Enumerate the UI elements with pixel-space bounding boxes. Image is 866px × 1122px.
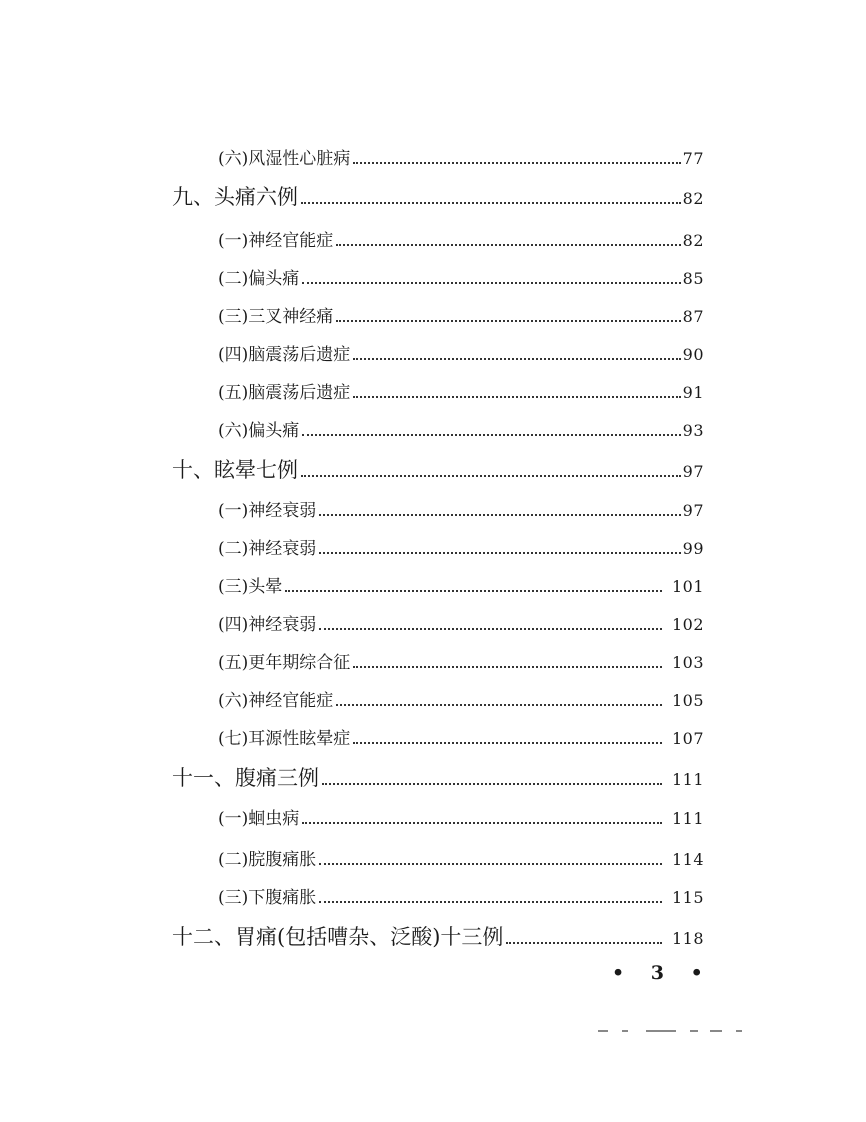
toc-entry [218,302,704,327]
dot-leader [336,704,662,706]
dot-leader [506,942,662,944]
scan-speck [598,1030,608,1032]
toc-entry-label: (三)头晕 [218,577,283,597]
dot-leader [319,901,662,903]
toc-entry-page: 82 [682,231,704,250]
dot-leader [301,475,681,477]
dot-leader [302,822,662,824]
toc-entry [218,804,704,829]
scan-speck [736,1030,742,1032]
toc-entry [218,378,704,403]
toc-entry-page: 115 [671,888,704,907]
toc-entry-label: (三)下腹痛胀 [218,888,317,908]
toc-entry-page: 105 [671,691,704,710]
toc-entry-label: (六)风湿性心脏病 [218,149,351,169]
toc-entry-page: 118 [671,929,704,948]
dot-leader [302,434,680,436]
toc-entry-page: 85 [682,269,704,288]
page-number: • 3 • [612,962,713,984]
toc-entry-label: (一)神经衰弱 [218,501,317,521]
toc-entry [218,610,704,635]
toc-entry-label: (六)神经官能症 [218,691,334,711]
toc-chapter-label: 十二、胃痛(包括嘈杂、泛酸)十三例 [172,925,504,949]
toc-entry [218,416,704,441]
dot-leader [353,666,662,668]
dot-leader [336,244,680,246]
toc-entry-label: (三)三叉神经痛 [218,307,334,327]
toc-entry [218,226,704,251]
toc-entry-label: (六)偏头痛 [218,421,300,441]
scan-speck [710,1030,722,1032]
toc-chapter [172,454,704,484]
toc-entry [218,883,704,908]
toc-chapter-label: 十、眩晕七例 [172,458,298,482]
toc-entry-page: 90 [682,345,704,364]
toc-entry [218,845,704,870]
dot-leader [336,320,680,322]
toc-entry-label: (二)偏头痛 [218,269,300,289]
toc-chapter [172,762,704,792]
toc-entry [218,340,704,365]
scan-speck [646,1030,676,1032]
toc-entry-label: (一)神经官能症 [218,231,334,251]
toc-entry-page: 101 [671,577,704,596]
dot-leader [302,282,680,284]
toc-entry-page: 99 [682,539,704,558]
toc-entry-label: (一)蛔虫病 [218,809,300,829]
toc-entry-page: 82 [682,189,704,208]
toc-entry-page: 77 [682,149,704,168]
dot-leader [319,514,680,516]
toc-chapter [172,921,704,951]
toc-entry-page: 107 [671,729,704,748]
toc-entry-page: 111 [671,770,704,789]
toc-entry-label: (四)脑震荡后遗症 [218,345,351,365]
dot-leader [319,552,680,554]
toc-entry-page: 103 [671,653,704,672]
toc-entry-page: 97 [682,501,704,520]
toc-entry [218,144,704,169]
toc-entry-page: 111 [671,809,704,828]
toc-entry-page: 102 [671,615,704,634]
toc-entry-label: (二)神经衰弱 [218,539,317,559]
toc-chapter-label: 九、头痛六例 [172,185,298,209]
toc-entry-page: 93 [682,421,704,440]
toc-entry [218,648,704,673]
toc-entry [218,496,704,521]
dot-leader [353,162,680,164]
toc-entry-label: (四)神经衰弱 [218,615,317,635]
toc-entry-label: (七)耳源性眩晕症 [218,729,351,749]
dot-leader [319,628,662,630]
toc-chapter [172,181,704,211]
toc-entry-label: (五)脑震荡后遗症 [218,383,351,403]
toc-entry [218,264,704,289]
dot-leader [319,863,662,865]
toc-entry [218,534,704,559]
toc-entry-page: 87 [682,307,704,326]
dot-leader [322,783,662,785]
scan-speck [622,1030,628,1032]
dot-leader [353,396,680,398]
toc-entry [218,572,704,597]
toc-entry-page: 91 [682,383,704,402]
toc-entry-page: 97 [682,462,704,481]
toc-entry [218,686,704,711]
dot-leader [353,358,680,360]
dot-leader [301,202,681,204]
toc-entry [218,724,704,749]
dot-leader [285,590,662,592]
dot-leader [353,742,662,744]
toc-entry-label: (五)更年期综合征 [218,653,351,673]
scan-speck [690,1030,698,1032]
toc-entry-page: 114 [671,850,704,869]
toc-entry-label: (二)脘腹痛胀 [218,850,317,870]
toc-chapter-label: 十一、腹痛三例 [172,766,319,790]
